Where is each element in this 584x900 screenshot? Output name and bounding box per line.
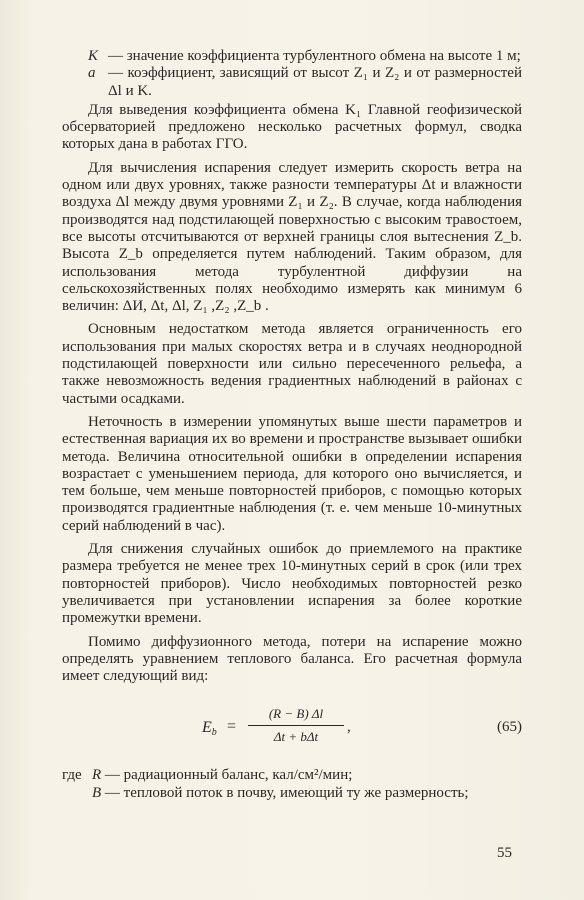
formula-equals: = bbox=[227, 718, 237, 736]
formula-numerator: (R − B) Δl bbox=[248, 705, 344, 725]
paragraph-1: Для выведения коэффициента обмена K₁ Главной геофизической обсерваторией предложено несколько расчетных формул, сводка которых дана в работах ГГО. bbox=[62, 101, 522, 153]
where-block bbox=[62, 767, 522, 802]
paragraph-5: Для снижения случайных ошибок до приемлемого на практике размера требуется не менее трех 10-минутных серий в срок (или трех повторностей приборов). Число необходимых повторностей резко увеличивается при установлении испарения за более короткие промежутки времени. bbox=[62, 541, 522, 627]
formula-denominator: Δt + bΔt bbox=[273, 728, 319, 744]
paragraph-4: Неточность в измерении упомянутых выше шести параметров и естественная вариация их во времени и пространстве вызывает ошибки метода. Величина относительной ошибки в определении испарения возрастает с уменьшением периода, для которого оно вычисляется, и тем больше, чем меньше повторностей приборов, с помощью которых производятся градиентные наблюдения (т. е. чем меньше 10-минутных серий наблюдений в час). bbox=[62, 413, 522, 534]
where-item-r bbox=[62, 767, 522, 784]
page-number: 55 bbox=[497, 845, 512, 861]
definition-text: — коэффициент, зависящий от высот Z₁ и Z₂ и от размерностей Δl и K. bbox=[108, 65, 522, 99]
formula-65 bbox=[62, 699, 522, 755]
paragraph-6: Помимо диффузионного метода, потери на испарение можно определять уравнением теплового баланса. Его расчетная формула имеет следующий вид: bbox=[62, 633, 522, 685]
formula-comma: , bbox=[347, 719, 351, 736]
where-text: — радиационный баланс, кал/см²/мин; bbox=[104, 767, 353, 784]
where-prefix: где bbox=[62, 767, 82, 784]
formula-lhs: $E_b$ bbox=[202, 719, 217, 739]
definition-symbol: a bbox=[88, 65, 96, 82]
definition-text: — значение коэффициента турбулентного обмена на высоте 1 м; bbox=[108, 48, 521, 64]
paragraph-3: Основным недостатком метода является ограниченность его использования при малых скоростях ветра и в случаях неоднородной подстилающей поверхности или сильно пересеченного рельефа, а также невозможность ведения градиентных наблюдений в районах с частыми осадками. bbox=[62, 321, 522, 407]
definition-a bbox=[62, 65, 522, 100]
definition-k bbox=[62, 48, 522, 65]
formula-fraction bbox=[248, 705, 344, 745]
paragraph-2: Для вычисления испарения следует измерить скорость ветра на одном или двух уровнях, также разности температуры Δt и влажности воздуха Δl между двумя уровнями Z₁ и Z₂. В случае, когда наблюдения производятся над подстилающей поверхностью с высоким травостоем, все высоты отсчитываются от верхней границы слоя вытеснения Z_b. Высота Z_b определяется путем наблюдений. Таким образом, для использования метода турбулентной диффузии на сельскохозяйственных полях необходимо измерять как минимум 6 величин: ΔИ, Δt, Δl, Z₁ ,Z₂ ,Z_b . bbox=[62, 159, 522, 315]
definition-symbol: K bbox=[88, 48, 99, 64]
page-body bbox=[62, 48, 522, 802]
where-symbol: B bbox=[92, 784, 102, 801]
where-item-b bbox=[62, 785, 522, 802]
formula-number: (65) bbox=[497, 719, 522, 736]
where-text: — тепловой поток в почву, имеющий ту же размерность; bbox=[104, 784, 469, 801]
where-symbol: R bbox=[92, 767, 102, 784]
